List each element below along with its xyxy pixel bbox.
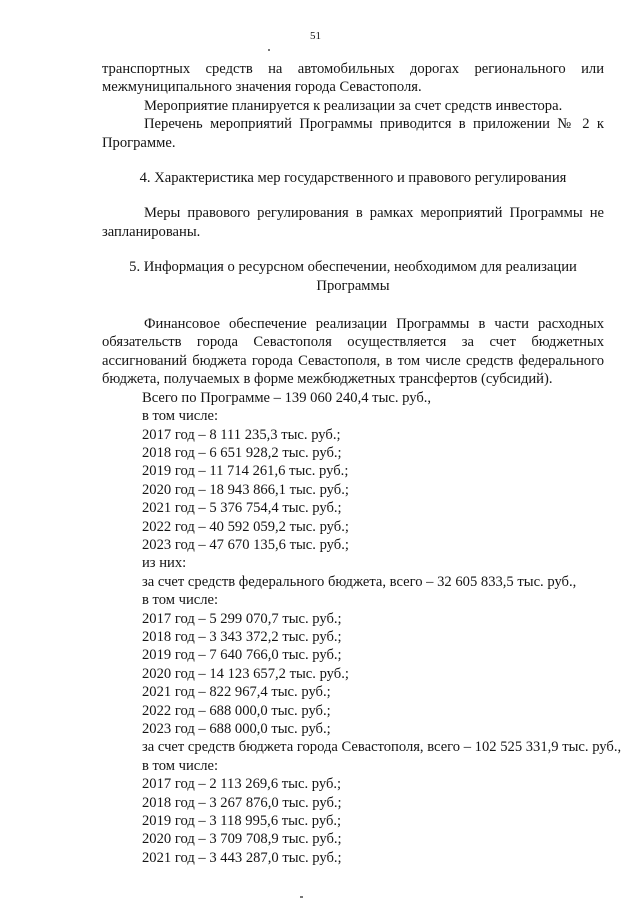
paragraph-continuation: транспортных средств на автомобильных дорогах регионального или межмуниципального значения города Севастополя. bbox=[102, 61, 604, 96]
funding-line: 2021 год – 822 967,4 тыс. руб.; bbox=[142, 684, 331, 701]
funding-line: 2022 год – 688 000,0 тыс. руб.; bbox=[142, 702, 331, 719]
funding-line: 2018 год – 3 267 876,0 тыс. руб.; bbox=[142, 794, 342, 811]
funding-line: 2018 год – 3 343 372,2 тыс. руб.; bbox=[142, 628, 342, 645]
funding-line: 2020 год – 3 709 708,9 тыс. руб.; bbox=[142, 831, 342, 848]
funding-line: 2020 год – 14 123 657,2 тыс. руб.; bbox=[142, 665, 349, 682]
funding-line: за счет средств бюджета города Севастополя, всего – 102 525 331,9 тыс. руб., bbox=[142, 739, 622, 756]
scan-speck bbox=[300, 896, 303, 898]
funding-line: 2017 год – 8 111 235,3 тыс. руб.; bbox=[142, 426, 341, 443]
funding-line: Всего по Программе – 139 060 240,4 тыс. руб., bbox=[142, 389, 432, 406]
funding-line: 2017 год – 2 113 269,6 тыс. руб.; bbox=[142, 776, 342, 793]
funding-line: 2019 год – 7 640 766,0 тыс. руб.; bbox=[142, 647, 342, 664]
scan-speck bbox=[268, 49, 270, 51]
paragraph-program-list: Перечень мероприятий Программы приводится в приложении № 2 к Программе. bbox=[102, 116, 604, 151]
paragraph-investor: Мероприятие планируется к реализации за счет средств инвестора. bbox=[144, 97, 563, 114]
section-4-heading: 4. Характеристика мер государственного и правового регулирования bbox=[139, 170, 567, 187]
section-5-heading: 5. Информация о ресурсном обеспечении, необходимом для реализации Программы bbox=[129, 259, 577, 294]
section-5-intro: Финансовое обеспечение реализации Программы в части расходных обязательств города Севастополя осуществляется за счет бюджетных ассигнований бюджета города Севастополя, в том числе средств федерального бюджета, получаемых в форме межбюджетных трансфертов (субсидий). bbox=[102, 316, 604, 388]
funding-line: 2019 год – 11 714 261,6 тыс. руб.; bbox=[142, 463, 349, 480]
funding-line: 2017 год – 5 299 070,7 тыс. руб.; bbox=[142, 610, 342, 627]
funding-line: из них: bbox=[142, 555, 187, 572]
funding-line: 2023 год – 688 000,0 тыс. руб.; bbox=[142, 721, 331, 737]
section-4-text: Меры правового регулирования в рамках мероприятий Программы не запланированы. bbox=[102, 205, 604, 240]
funding-line: 2019 год – 3 118 995,6 тыс. руб.; bbox=[142, 813, 342, 830]
funding-line: 2022 год – 40 592 059,2 тыс. руб.; bbox=[142, 518, 349, 535]
funding-line: 2021 год – 3 443 287,0 тыс. руб.; bbox=[142, 849, 342, 866]
funding-list bbox=[102, 389, 622, 868]
funding-line: 2023 год – 47 670 135,6 тыс. руб.; bbox=[142, 536, 349, 553]
page-number: 51 bbox=[310, 30, 321, 42]
funding-line: в том числе: bbox=[142, 408, 219, 425]
funding-line: в том числе: bbox=[142, 757, 219, 774]
document-body bbox=[102, 60, 622, 867]
funding-line: 2020 год – 18 943 866,1 тыс. руб.; bbox=[142, 481, 349, 498]
funding-line: 2021 год – 5 376 754,4 тыс. руб.; bbox=[142, 500, 342, 517]
funding-line: в том числе: bbox=[142, 592, 219, 609]
funding-line: за счет средств федерального бюджета, всего – 32 605 833,5 тыс. руб., bbox=[142, 573, 577, 590]
funding-line: 2018 год – 6 651 928,2 тыс. руб.; bbox=[142, 444, 342, 461]
